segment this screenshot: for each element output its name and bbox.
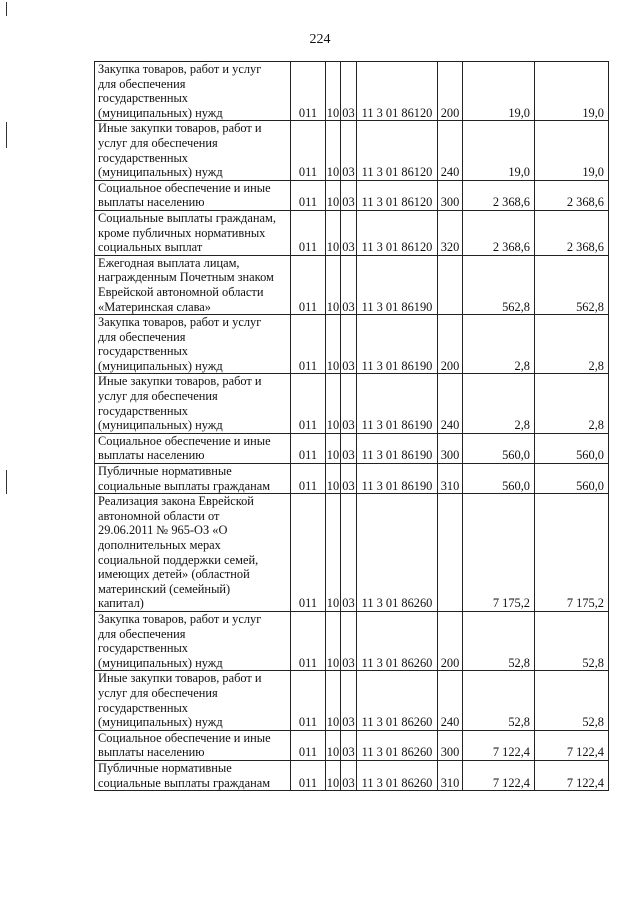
- amount-year-1: 2 368,6: [463, 180, 535, 210]
- row-name: Социальное обеспечение и иные выплаты населению: [95, 730, 291, 760]
- program-code: 11 3 01 86190: [357, 315, 438, 374]
- amount-year-2: 2 368,6: [535, 180, 609, 210]
- program-code: 11 3 01 86120: [357, 121, 438, 180]
- amount-year-2: 2,8: [535, 374, 609, 433]
- expense-type-code: 300: [438, 180, 463, 210]
- amount-year-2: 560,0: [535, 464, 609, 494]
- row-name: Социальное обеспечение и иные выплаты населению: [95, 180, 291, 210]
- scan-edge-mark: [6, 470, 7, 494]
- table-row: [95, 760, 609, 790]
- ministry-code: 011: [291, 433, 326, 463]
- table-row: [95, 671, 609, 730]
- amount-year-1: 52,8: [463, 671, 535, 730]
- amount-year-1: 560,0: [463, 464, 535, 494]
- amount-year-1: 2,8: [463, 315, 535, 374]
- expense-type-code: 200: [438, 315, 463, 374]
- scan-edge-mark: [6, 2, 7, 16]
- program-code: 11 3 01 86120: [357, 62, 438, 121]
- row-name: Реализация закона Еврейской автономной области от 29.06.2011 № 965-ОЗ «О дополнительных мерах социальной поддержки семей, имеющих детей» (областной материнский (семейный) капитал): [95, 494, 291, 612]
- amount-year-2: 2,8: [535, 315, 609, 374]
- expense-type-code: 300: [438, 433, 463, 463]
- row-name: Ежегодная выплата лицам, награжденным Почетным знаком Еврейской автономной области «Материнская слава»: [95, 255, 291, 314]
- subsection-code: 03: [341, 730, 357, 760]
- program-code: 11 3 01 86120: [357, 180, 438, 210]
- subsection-code: 03: [341, 494, 357, 612]
- amount-year-1: 52,8: [463, 611, 535, 670]
- section-code: 10: [326, 374, 341, 433]
- subsection-code: 03: [341, 255, 357, 314]
- ministry-code: 011: [291, 760, 326, 790]
- row-name: Закупка товаров, работ и услуг для обеспечения государственных (муниципальных) нужд: [95, 315, 291, 374]
- program-code: 11 3 01 86190: [357, 464, 438, 494]
- expense-type-code: [438, 255, 463, 314]
- budget-table-body: [95, 62, 609, 791]
- amount-year-1: 562,8: [463, 255, 535, 314]
- ministry-code: 011: [291, 464, 326, 494]
- amount-year-2: 52,8: [535, 611, 609, 670]
- amount-year-2: 7 122,4: [535, 730, 609, 760]
- table-row: [95, 62, 609, 121]
- table-row: [95, 494, 609, 612]
- scan-edge-mark: [6, 122, 7, 148]
- program-code: 11 3 01 86190: [357, 374, 438, 433]
- ministry-code: 011: [291, 611, 326, 670]
- section-code: 10: [326, 611, 341, 670]
- amount-year-2: 7 175,2: [535, 494, 609, 612]
- section-code: 10: [326, 121, 341, 180]
- amount-year-2: 560,0: [535, 433, 609, 463]
- amount-year-1: 7 175,2: [463, 494, 535, 612]
- expense-type-code: 240: [438, 121, 463, 180]
- ministry-code: 011: [291, 671, 326, 730]
- amount-year-1: 19,0: [463, 62, 535, 121]
- amount-year-2: 2 368,6: [535, 210, 609, 255]
- section-code: 10: [326, 730, 341, 760]
- ministry-code: 011: [291, 62, 326, 121]
- expense-type-code: 310: [438, 464, 463, 494]
- ministry-code: 011: [291, 210, 326, 255]
- amount-year-1: 2 368,6: [463, 210, 535, 255]
- section-code: 10: [326, 671, 341, 730]
- section-code: 10: [326, 210, 341, 255]
- page-number: 224: [309, 32, 331, 47]
- ministry-code: 011: [291, 255, 326, 314]
- expense-type-code: 200: [438, 62, 463, 121]
- amount-year-1: 19,0: [463, 121, 535, 180]
- row-name: Иные закупки товаров, работ и услуг для обеспечения государственных (муниципальных) нужд: [95, 374, 291, 433]
- table-row: [95, 315, 609, 374]
- amount-year-1: 2,8: [463, 374, 535, 433]
- expense-type-code: 300: [438, 730, 463, 760]
- amount-year-1: 560,0: [463, 433, 535, 463]
- row-name: Социальное обеспечение и иные выплаты населению: [95, 433, 291, 463]
- program-code: 11 3 01 86120: [357, 210, 438, 255]
- table-row: [95, 433, 609, 463]
- expense-type-code: 200: [438, 611, 463, 670]
- section-code: 10: [326, 433, 341, 463]
- ministry-code: 011: [291, 121, 326, 180]
- subsection-code: 03: [341, 671, 357, 730]
- table-row: [95, 210, 609, 255]
- section-code: 10: [326, 62, 341, 121]
- row-name: Иные закупки товаров, работ и услуг для обеспечения государственных (муниципальных) нужд: [95, 121, 291, 180]
- table-row: [95, 180, 609, 210]
- subsection-code: 03: [341, 315, 357, 374]
- subsection-code: 03: [341, 62, 357, 121]
- section-code: 10: [326, 494, 341, 612]
- table-row: [95, 730, 609, 760]
- subsection-code: 03: [341, 760, 357, 790]
- expense-type-code: [438, 494, 463, 612]
- subsection-code: 03: [341, 121, 357, 180]
- section-code: 10: [326, 315, 341, 374]
- section-code: 10: [326, 180, 341, 210]
- row-name: Публичные нормативные социальные выплаты гражданам: [95, 464, 291, 494]
- amount-year-2: 19,0: [535, 62, 609, 121]
- expense-type-code: 320: [438, 210, 463, 255]
- ministry-code: 011: [291, 315, 326, 374]
- row-name: Иные закупки товаров, работ и услуг для обеспечения государственных (муниципальных) нужд: [95, 671, 291, 730]
- subsection-code: 03: [341, 611, 357, 670]
- ministry-code: 011: [291, 730, 326, 760]
- table-row: [95, 464, 609, 494]
- table-row: [95, 611, 609, 670]
- row-name: Публичные нормативные социальные выплаты гражданам: [95, 760, 291, 790]
- row-name: Закупка товаров, работ и услуг для обеспечения государственных (муниципальных) нужд: [95, 611, 291, 670]
- row-name: Закупка товаров, работ и услуг для обеспечения государственных (муниципальных) нужд: [95, 62, 291, 121]
- table-row: [95, 374, 609, 433]
- table-row: [95, 121, 609, 180]
- amount-year-1: 7 122,4: [463, 760, 535, 790]
- section-code: 10: [326, 760, 341, 790]
- section-code: 10: [326, 255, 341, 314]
- subsection-code: 03: [341, 180, 357, 210]
- amount-year-2: 19,0: [535, 121, 609, 180]
- expense-type-code: 310: [438, 760, 463, 790]
- expense-type-code: 240: [438, 671, 463, 730]
- ministry-code: 011: [291, 494, 326, 612]
- subsection-code: 03: [341, 374, 357, 433]
- program-code: 11 3 01 86260: [357, 730, 438, 760]
- program-code: 11 3 01 86260: [357, 671, 438, 730]
- program-code: 11 3 01 86260: [357, 611, 438, 670]
- program-code: 11 3 01 86190: [357, 255, 438, 314]
- budget-table: [94, 61, 609, 791]
- program-code: 11 3 01 86190: [357, 433, 438, 463]
- amount-year-2: 52,8: [535, 671, 609, 730]
- table-row: [95, 255, 609, 314]
- ministry-code: 011: [291, 374, 326, 433]
- subsection-code: 03: [341, 433, 357, 463]
- section-code: 10: [326, 464, 341, 494]
- expense-type-code: 240: [438, 374, 463, 433]
- subsection-code: 03: [341, 464, 357, 494]
- amount-year-1: 7 122,4: [463, 730, 535, 760]
- amount-year-2: 562,8: [535, 255, 609, 314]
- amount-year-2: 7 122,4: [535, 760, 609, 790]
- subsection-code: 03: [341, 210, 357, 255]
- program-code: 11 3 01 86260: [357, 494, 438, 612]
- row-name: Социальные выплаты гражданам, кроме публичных нормативных социальных выплат: [95, 210, 291, 255]
- ministry-code: 011: [291, 180, 326, 210]
- program-code: 11 3 01 86260: [357, 760, 438, 790]
